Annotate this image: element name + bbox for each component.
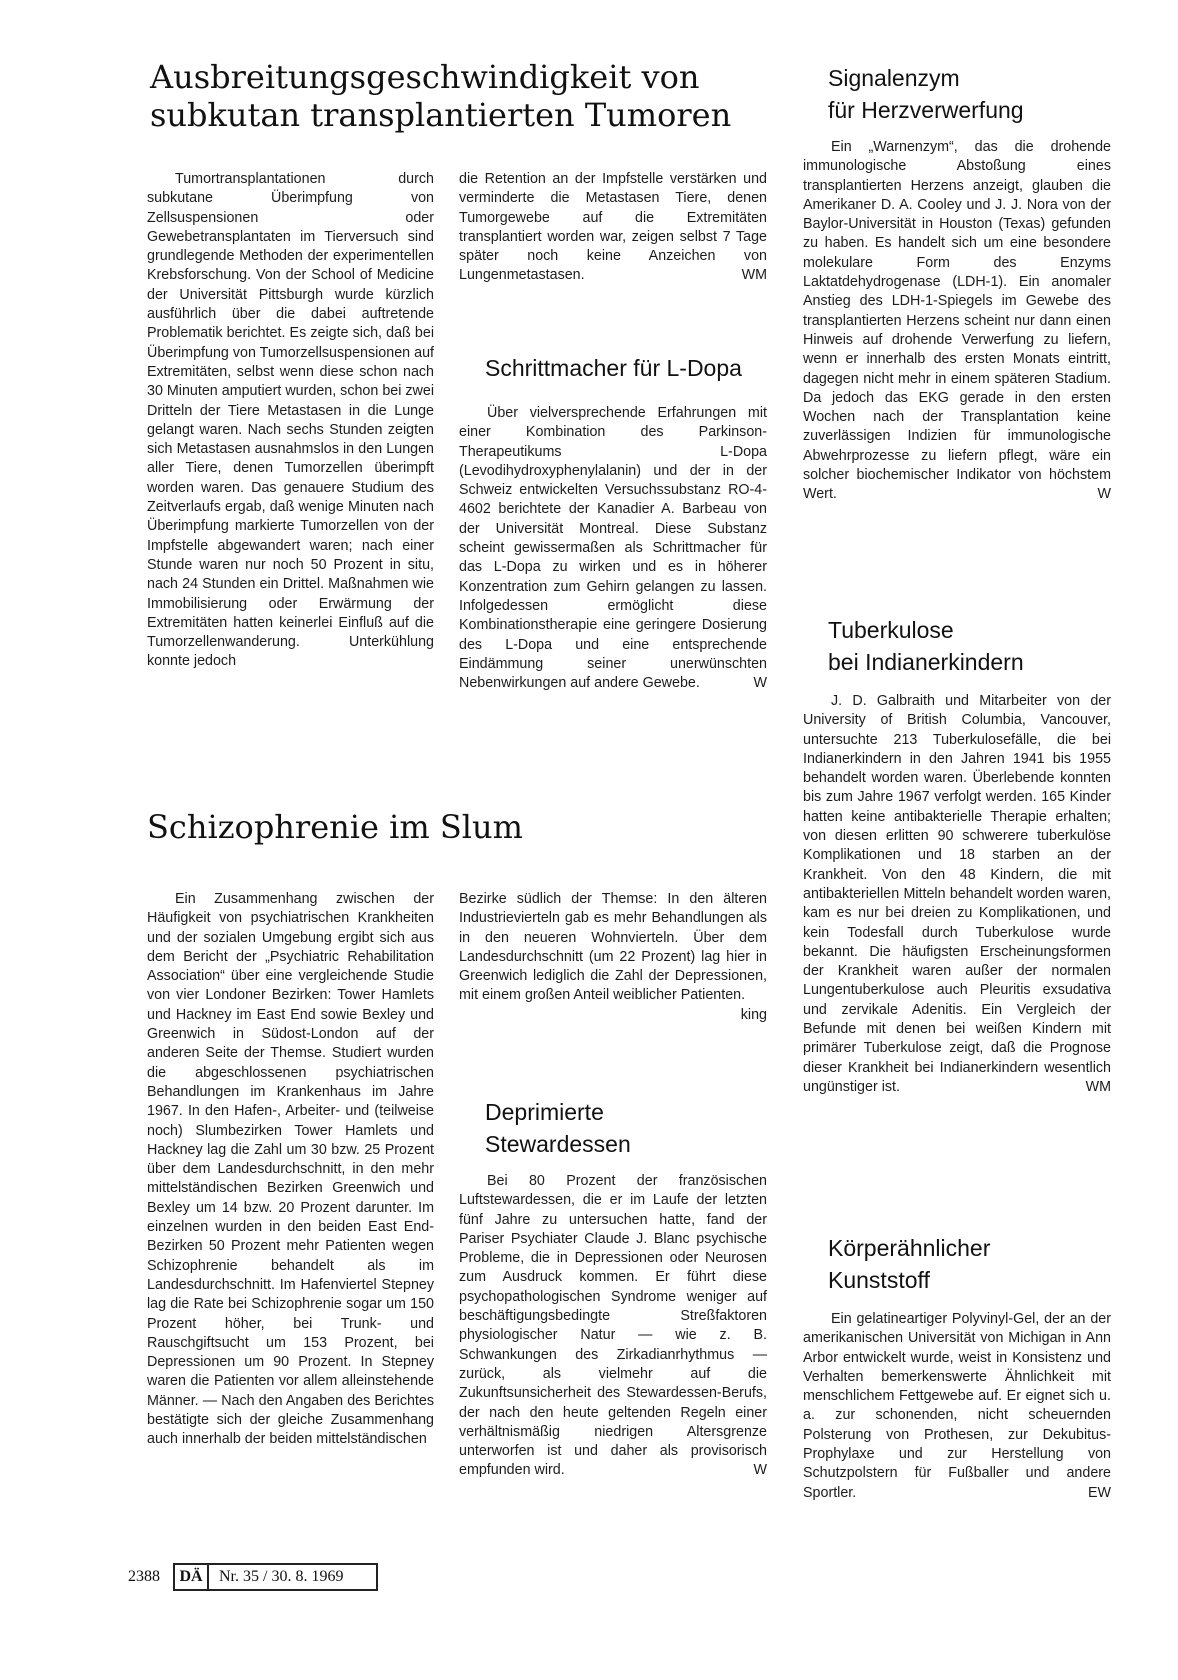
- kunststoff-body: Ein gelatineartiger Polyvinyl-Gel, der an der amerikanischen Universität von Michigan in Ann Arbor entwickelt wurde, weist in Konsistenz und Verhalten bemerkenswerte Ähnlichkeit mit menschlichem Fettgewebe auf. Er eignet sich u. a. zur schonenden, nicht scheuernden Polsterung von Prothesen, zur Dekubitus-Prophylaxe und zur Herstellung von Schutzpolstern für Fußballer und andere Sportler. EW: [803, 1310, 1111, 1503]
- headline-ausbreitung: [150, 58, 731, 134]
- headline-schizophrenie: Schizophrenie im Slum: [147, 808, 523, 846]
- headline-tuberkulose-line2: bei Indianerkindern: [828, 649, 1024, 675]
- signalenzym-body: Ein „Warnenzym“, das die drohende immunologische Abstoßung eines transplantierten Herzens anzeigt, glauben die Amerikaner D. A. Cooley und J. J. Nora von der Baylor-Universität in Houston (Texas) gefunden zu haben. Es handelt sich um eine besondere molekulare Form des Enzyms Laktatdehydrogenase (LDH-1). Ein anomaler Anstieg des LDH-1-Spiegels im Gewebe des transplantierten Herzens scheint nur dann einen Hinweis auf drohende Verwerfung zu liefern, wenn er innerhalb des ersten Monats eintritt, dagegen nicht mehr in einem späteren Stadium. Da jedoch das EKG gerade in den ersten Wochen nach der Transplantation keine zuverlässigen Indizien für immunologische Abwehrprozesse zu liefern pflegt, wäre ein solcher biochemischer Indikator von höchstem Wert. W: [803, 138, 1111, 505]
- schrittmacher-column: [459, 404, 767, 693]
- ausbreitung-body-col2: die Retention an der Impfstelle verstärken und verminderte die Metastasen Tiere, denen Tumorgewebe auf die Extremitäten transplantiert worden war, zeigen selbst 7 Tage später noch keine Anzeichen von Lungenmetastasen. WM: [459, 170, 767, 286]
- headline-schrittmacher: Schrittmacher für L-Dopa: [485, 355, 742, 381]
- headline-kunststoff: [828, 1232, 990, 1296]
- schizophrenie-column-2: [459, 890, 767, 1025]
- ausbreitung-column-1: [147, 170, 434, 672]
- schizophrenie-signature: king: [740, 1006, 767, 1023]
- schrittmacher-signature: W: [753, 675, 767, 692]
- headline-signalenzym-line2: für Herzverwerfung: [828, 97, 1024, 123]
- page-number: 2388: [128, 1568, 160, 1585]
- stewardessen-body: Bei 80 Prozent der französischen Luftstewardessen, die er im Laufe der letzten fünf Jahre zu untersuchen hatte, fand der Pariser Psychiater Claude J. Blanc psychische Probleme, die in Depressionen oder Neurosen zum Ausdruck kommen. Er führt diese psychopathologischen Syndrome weniger auf beschäftigungsbedingte Streßfaktoren physiologischer Natur — wie z. B. Schwankungen des Zirkadianrhythmus — zurück, als vielmehr auf die Zukunftsunsicherheit des Stewardessen-Berufs, der nach den heute geltenden Regeln einer verhältnismäßig niedrigen Altersgrenze unterworfen ist und daher als provisorisch empfunden wird. W: [459, 1172, 767, 1481]
- stewardessen-signature: W: [753, 1462, 767, 1479]
- tuberkulose-signature: WM: [1085, 1078, 1111, 1095]
- kunststoff-signature: EW: [1087, 1484, 1111, 1501]
- schizophrenie-body-col1: Ein Zusammenhang zwischen der Häufigkeit von psychiatrischen Krankheiten und der sozialen Umgebung ergibt sich aus dem Bericht der „Psychiatric Rehabilitation Association“ über eine vergleichende Studie von vier Londoner Bezirken: Tower Hamlets und Hackney im East End sowie Bexley und Greenwich in Südost-London auf der anderen Seite der Themse. Studiert wurden die abgeschlossenen psychiatrischen Behandlungen im Krankenhaus im Jahre 1967. In den Hafen-, Arbeiter- und (teilweise noch) Slumbezirken Tower Hamlets und Hackney lag die Zahl um 30 bzw. 25 Prozent über dem Landesdurchschnitt, in den mehr mittelständischen Bezirken Greenwich und Bexley um 14 bzw. 20 Prozent darunter. Im einzelnen wurden in den beiden East End-Bezirken 50 Prozent mehr Patienten wegen Schizophrenie behandelt als im Landesdurchschnitt. Im Hafenviertel Stepney lag die Rate bei Schizophrenie sogar um 150 Prozent höher, bei Trunk- und Rauschgiftsucht um 153 Prozent, bei Depressionen um 90 Prozent. In Stepney waren die Patienten vor allem alleinstehende Männer. — Nach den Angaben des Berichtes bestätigte sich der gleiche Zusammenhang auch innerhalb der beiden mittelständischen: [147, 891, 434, 1448]
- headline-tuberkulose-line1: Tuberkulose: [828, 617, 954, 643]
- schizophrenie-body-col2: Bezirke südlich der Themse: In den älteren Industrievierteln gab es mehr Behandlungen als in den neueren Wohnvierteln. Über dem Landesdurchschnitt (um 22 Prozent) lag hier in Greenwich lediglich die Zahl der Depressionen, mit einem großen Anteil weiblicher Patienten. king: [459, 890, 767, 1006]
- schrittmacher-body: Über vielversprechende Erfahrungen mit einer Kombination des Parkinson-Therapeutikums L-Dopa (Levodihydroxyphenylalanin) und der in der Schweiz entwickelten Versuchssubstanz RO-4-4602 berichtete der Kanadier A. Barbeau von der Universität Montreal. Diese Substanz scheint gewissermaßen als Schrittmacher für das L-Dopa zu wirken und es in höherer Konzentration zum Gehirn gelangen zu lassen. Infolgedessen ermöglicht diese Kombinationstherapie eine geringere Dosierung des L-Dopa und eine entsprechende Eindämmung seiner unerwünschten Nebenwirkungen auf andere Gewebe. W: [459, 404, 767, 693]
- journal-logo: DÄ: [173, 1563, 209, 1591]
- headline-signalenzym-line1: Signalenzym: [828, 65, 960, 91]
- headline-tuberkulose: [828, 614, 1024, 678]
- headline-ausbreitung-line1: Ausbreitungsgeschwindigkeit von: [150, 58, 700, 96]
- tuberkulose-column: [803, 692, 1111, 1097]
- ausbreitung-signature: WM: [741, 267, 767, 284]
- signalenzym-signature: W: [1097, 486, 1111, 503]
- issue-info: Nr. 35 / 30. 8. 1969: [207, 1563, 378, 1591]
- ausbreitung-body-col1: Tumortransplantationen durch subkutane Überimpfung von Zellsuspensionen oder Gewebetransplantaten im Tierversuch sind grundlegende Methoden der experimentellen Krebsforschung. Von der School of Medicine der Universität Pittsburgh wurde kürzlich ausführlich über die dabei auftretende Problematik berichtet. Es zeigte sich, daß bei Überimpfung von Tumorzellsuspensionen auf Extremitäten, selbst wenn diese schon nach 30 Minuten amputiert wurden, schon bei zwei Dritteln der Tiere Metastasen in die Lunge gelangt waren. Nach sechs Stunden zeigten sich Metastasen ausnahmslos in den Lungen aller Tiere, denen Tumorzellen überimpft worden waren. Das genauere Studium des Zeitverlaufs ergab, daß wenige Minuten nach Überimpfung markierte Tumorzellen von der Impfstelle abgewandert waren; nach einer Stunde waren nur noch 50 Prozent in situ, nach 24 Stunden ein Drittel. Maßnahmen wie Immobilisierung oder Erwärmung der Extremitäten hatten keinerlei Einfluß auf die Tumorzellenwanderung. Unterkühlung konnte jedoch: [147, 171, 434, 670]
- headline-kunststoff-line2: Kunststoff: [828, 1267, 930, 1293]
- headline-kunststoff-line1: Körperähnlicher: [828, 1235, 991, 1261]
- kunststoff-column: [803, 1310, 1111, 1503]
- headline-ausbreitung-line2: subkutan transplantierten Tumoren: [150, 96, 732, 134]
- stewardessen-column: [459, 1172, 767, 1481]
- headline-stewardessen: [485, 1096, 631, 1160]
- schizophrenie-column-1: [147, 890, 434, 1450]
- tuberkulose-body: J. D. Galbraith und Mitarbeiter von der University of British Columbia, Vancouver, untersuchte 213 Tuberkulosefälle, die bei Indianerkindern in den Jahren 1941 bis 1955 behandelt worden waren. Überlebende konnten bis zum Jahre 1967 verfolgt werden. 165 Kinder hatten keine antibakterielle Therapie erhalten; von diesen erlitten 90 schwerere tuberkulöse Komplikationen und 18 starben an der Krankheit. Von den 48 Kindern, die mit antibakteriellen Mitteln behandelt worden waren, kam es nur bei dreien zu Komplikationen, und kein Todesfall durch Tuberkulose wurde bekannt. Die häufigsten Erscheinungsformen der Krankheit waren außer der normalen Lungentuberkulose auch Pleuritis exsudativa und zervikale Adenitis. Ein Vergleich der Befunde mit denen bei weißen Kindern mit primärer Tuberkulose zeigt, daß die Prognose dieser Krankheit bei Indianerkindern wesentlich ungünstiger ist. WM: [803, 692, 1111, 1097]
- headline-signalenzym: [828, 62, 1024, 126]
- signalenzym-column: [803, 138, 1111, 505]
- headline-stewardessen-line2: Stewardessen: [485, 1131, 631, 1157]
- headline-stewardessen-line1: Deprimierte: [485, 1099, 604, 1125]
- ausbreitung-column-2: [459, 170, 767, 286]
